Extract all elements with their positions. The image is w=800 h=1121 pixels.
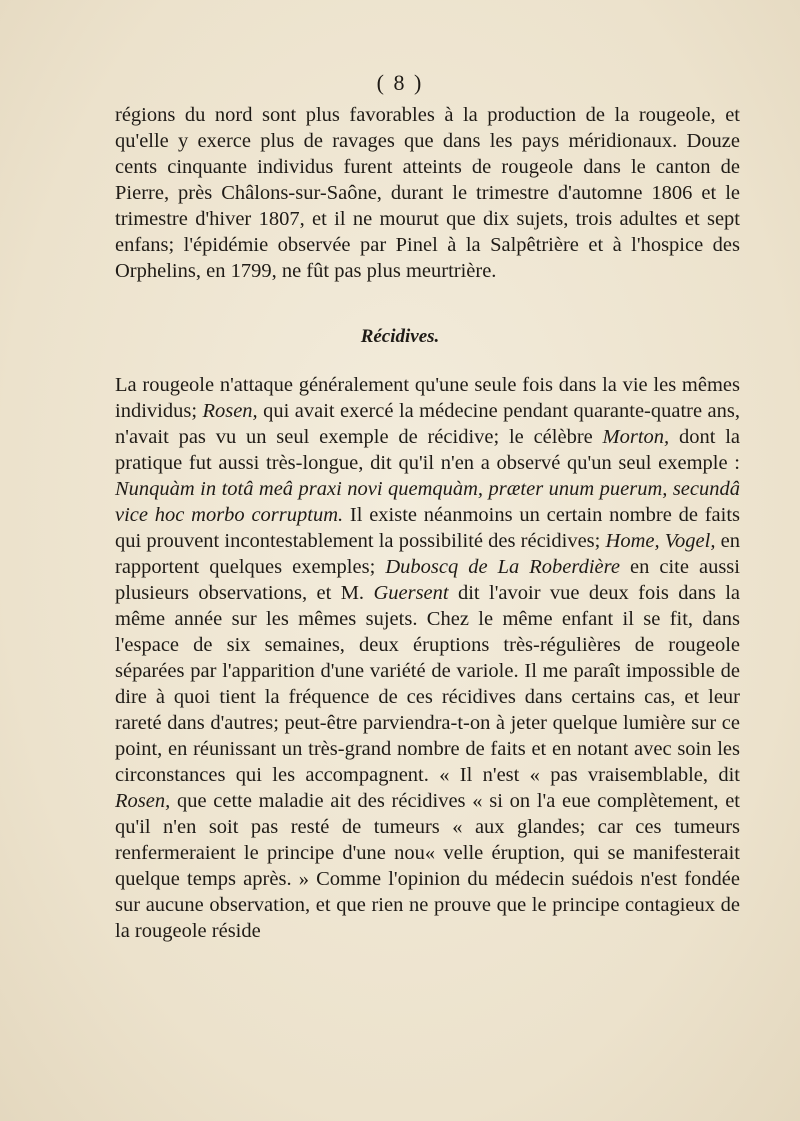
author-name-rosen: Rosen,: [202, 400, 258, 422]
body-text-8: que cette maladie ait des récidives « si on l'a eue complètement, et qu'il n'en soit pas resté de tumeurs « aux glandes; car ces tumeurs renfermeraient le principe d'une nou« velle éruption, qui se manifesterait quelque temps après. » Comme l'opinion du médecin suédois n'est fondée sur aucune observation, et que rien ne prouve que le principe contagieux de la rougeole réside: [115, 790, 740, 942]
author-name-morton: Morton,: [602, 426, 670, 448]
body-text-5: en rapportent quelques exemples;: [115, 530, 740, 578]
body-text-2: qui avait exercé la médecine pendant quarante-quatre ans, n'avait pas vu un seul exemple de récidive; le célèbre: [115, 400, 740, 448]
section-heading: Récidives.: [360, 326, 440, 347]
body-text-1: La rougeole n'attaque généralement qu'une seule fois dans la vie les mêmes individus;: [115, 374, 740, 422]
author-name-duboscq: Duboscq de La Roberdière: [385, 556, 620, 578]
body-text-7: dit l'avoir vue deux fois dans la même année sur les mêmes sujets. Chez le même enfant il se fit, dans l'espace de six semaines, deux éruptions très-régulières de rougeole séparées par l'apparition d'une variété de variole. Il me paraît impossible de dire à quoi tient la fréquence de ces récidives dans certains cas, et leur rareté dans d'autres; peut-être parviendra-t-on à jeter quelque lumière sur ce point, en réunissant un très-grand nombre de faits et en notant avec soin les circonstances qui les accompagnent. « Il n'est « pas vraisemblable, dit: [115, 582, 740, 786]
author-name-rosen-2: Rosen,: [115, 790, 171, 812]
intro-paragraph-block: [115, 102, 740, 284]
body-text-3: dont la pratique fut aussi très-longue, dit qu'il n'en a observé qu'un seul exemple :: [115, 426, 741, 474]
intro-paragraph: régions du nord sont plus favorables à la production de la rougeole, et qu'elle y exerce plus de ravages que dans les pays méridionaux. Douze cents cinquante individus furent atteints de rougeole dans le canton de Pierre, près Châlons-sur-Saône, durant le trimestre d'automne 1806 et le trimestre d'hiver 1807, et il ne mourut que dix sujets, trois adultes et sept enfans; l'épidémie observée par Pinel à la Salpêtrière et à l'hospice des Orphelins, en 1799, ne fût pas plus meurtrière.: [115, 104, 740, 282]
body-paragraph-block: [115, 372, 740, 944]
latin-quote: Nunquàm in totâ meâ praxi novi quemquàm, præter unum puerum, secundâ vice hoc morbo corruptum.: [115, 478, 740, 526]
author-name-guersent: Guersent: [373, 582, 449, 604]
author-name-home-vogel: Home, Vogel,: [605, 530, 716, 552]
body-text-6: en cite aussi plusieurs observations, et M.: [115, 556, 740, 604]
body-paragraph: [115, 372, 740, 944]
body-text-4: Il existe néanmoins un certain nombre de faits qui prouvent incontestablement la possibilité des récidives;: [115, 504, 740, 552]
page-number: ( 8 ): [376, 70, 424, 95]
